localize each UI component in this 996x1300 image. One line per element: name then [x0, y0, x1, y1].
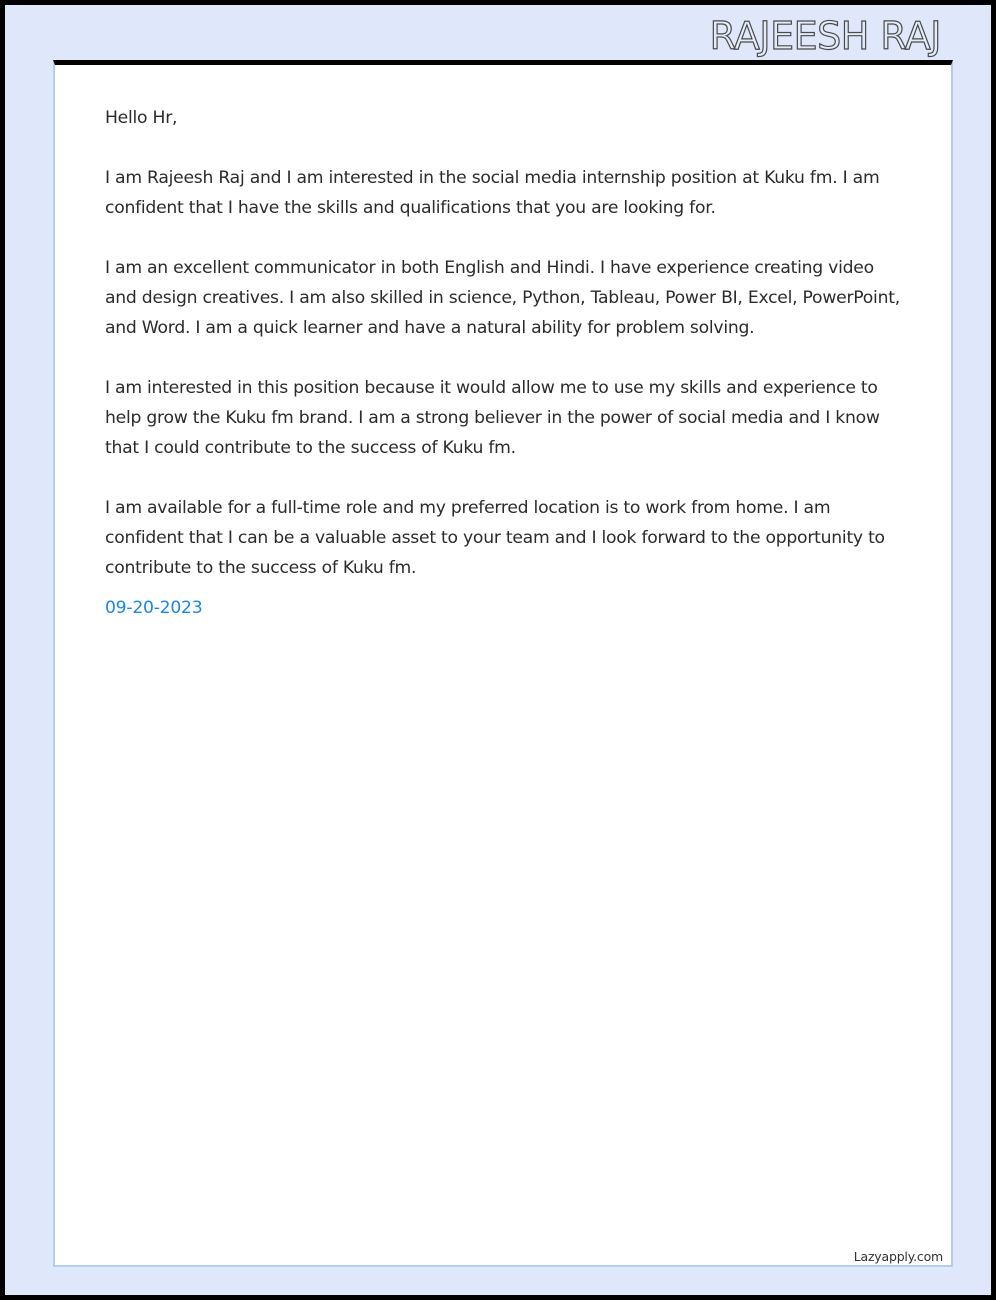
- letter-paragraph-skills: I am an excellent communicator in both English and Hindi. I have experience creating video and design creatives. I am also skilled in science, Python, Tableau, Power BI, Excel, PowerPoint, and Word. I am a quick learner and have a natural ability for problem solving.: [105, 258, 900, 338]
- letter-paragraph-intro: I am Rajeesh Raj and I am interested in the social media internship position at Kuku fm. I am confident that I have the skills and qualifications that you are looking for.: [105, 168, 880, 218]
- footer-brand-watermark: Lazyapply.com: [853, 1249, 943, 1264]
- cover-letter-body: [105, 103, 905, 623]
- letter-paragraph-motivation: I am interested in this position because it would allow me to use my skills and experience to help grow the Kuku fm brand. I am a strong believer in the power of social media and I know that I could contribute to the success of Kuku fm.: [105, 378, 880, 458]
- letter-paragraph-availability: I am available for a full-time role and my preferred location is to work from home. I am confident that I can be a valuable asset to your team and I look forward to the opportunity to contribute to the success of Kuku fm.: [105, 498, 885, 578]
- letter-page: [53, 60, 953, 1267]
- letter-greeting: Hello Hr,: [105, 108, 178, 128]
- applicant-name-header: RAJEESH RAJ: [709, 14, 941, 58]
- letter-date: 09-20-2023: [105, 598, 203, 618]
- document-frame: [5, 5, 991, 1295]
